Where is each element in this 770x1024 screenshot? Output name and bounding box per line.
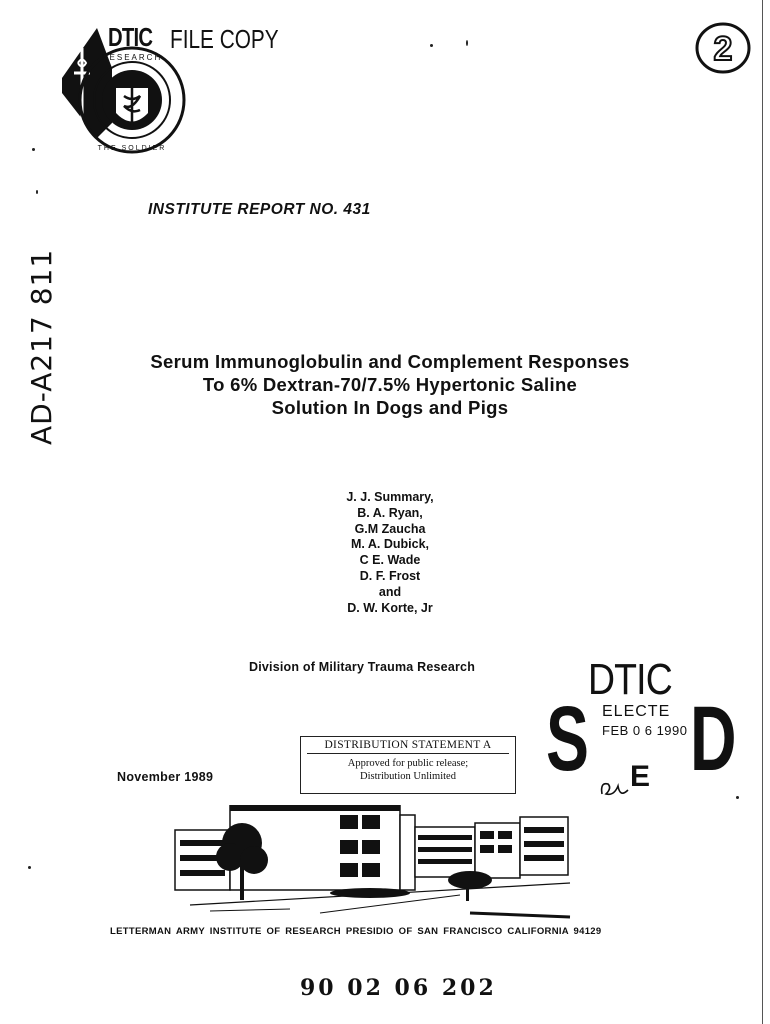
author-name: D. F. Frost [359, 568, 421, 583]
distribution-title: DISTRIBUTION STATEMENT A [324, 739, 492, 751]
handwritten-initials [598, 776, 632, 802]
file-copy-label: FILE COPY [170, 24, 279, 54]
svg-text:RESEARCH: RESEARCH [101, 53, 163, 62]
report-title [60, 350, 720, 419]
report-number: INSTITUTE REPORT NO. 431 [148, 201, 371, 218]
title-line: To 6% Dextran-70/7.5% Hypertonic Saline [202, 374, 578, 395]
author-list [300, 490, 480, 616]
scan-speck [466, 40, 468, 46]
stamp-letter-d: D [690, 688, 737, 790]
institute-address-footer: LETTERMAN ARMY INSTITUTE OF RESEARCH PRESIDIO OF SAN FRANCISCO CALIFORNIA 94129 [110, 926, 602, 937]
institute-building-illustration [170, 805, 585, 920]
page-edge [762, 0, 763, 1024]
title-line: Solution In Dogs and Pigs [271, 397, 509, 418]
author-conjunction: and [378, 584, 402, 599]
division-name: Division of Military Trauma Research [249, 660, 476, 674]
dtic-stamp-title: DTIC [588, 655, 672, 704]
stamp-letter-e: E [630, 760, 651, 793]
author-name: D. W. Korte, Jr [347, 600, 433, 615]
circled-number-mark [693, 18, 753, 78]
author-name: B. A. Ryan, [357, 505, 423, 520]
distribution-line: Distribution Unlimited [360, 771, 456, 782]
scan-speck [736, 796, 739, 799]
distribution-statement-box [300, 736, 516, 794]
author-name: M. A. Dubick, [350, 537, 429, 552]
stamp-date: FEB 0 6 1990 [602, 723, 688, 738]
scan-speck [28, 866, 31, 869]
distribution-line: Approved for public release; [347, 758, 469, 769]
stamp-electe: ELECTE [602, 703, 671, 720]
stamp-letter-s: S [546, 688, 589, 790]
author-name: J. J. Summary, [346, 490, 434, 504]
divider [307, 753, 509, 754]
author-name: C E. Wade [359, 553, 421, 568]
svg-text:THE SOLDIER: THE SOLDIER [97, 145, 167, 152]
report-date: November 1989 [117, 770, 214, 784]
handwritten-number: 2 [713, 30, 733, 68]
dtic-header-label: DTIC [108, 22, 153, 52]
title-line: Serum Immunoglobulin and Complement Responses [150, 351, 630, 372]
author-name: G.M Zaucha [354, 521, 426, 536]
document-control-number: 90 02 06 202 [300, 975, 497, 1001]
scan-speck [36, 190, 38, 194]
ad-accession-number: AD-A217 811 [25, 248, 58, 445]
scan-speck [32, 148, 35, 151]
scan-speck [430, 44, 433, 47]
